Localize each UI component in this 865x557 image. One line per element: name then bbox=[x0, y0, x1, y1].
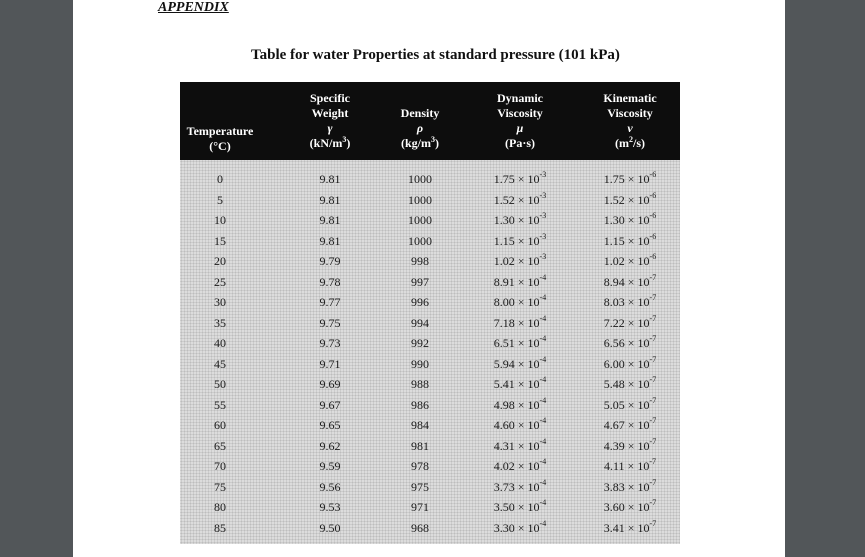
cell-dynamic-viscosity bbox=[470, 190, 570, 211]
cell-temperature: 20 bbox=[214, 254, 226, 268]
cell-kinematic-viscosity-base: 10 bbox=[637, 438, 650, 453]
cell-kinematic-viscosity-exponent: -7 bbox=[649, 334, 657, 343]
cell-kinematic-viscosity-times: × bbox=[627, 192, 635, 207]
table-row bbox=[180, 251, 680, 272]
cell-specific-weight: 9.81 bbox=[319, 233, 341, 248]
cell-kinematic-viscosity-times: × bbox=[627, 274, 635, 289]
cell-kinematic-viscosity bbox=[575, 190, 685, 211]
cell-density: 978 bbox=[411, 459, 429, 473]
cell-kinematic-viscosity-exponent: -7 bbox=[649, 416, 657, 425]
cell-dynamic-viscosity-exponent: -4 bbox=[539, 477, 547, 487]
cell-kinematic-viscosity-base: 10 bbox=[637, 500, 650, 514]
cell-kinematic-viscosity-base: 10 bbox=[637, 233, 650, 248]
header-dynamic-viscosity-symbol: μ bbox=[516, 121, 524, 135]
table-row bbox=[180, 190, 680, 211]
cell-kinematic-viscosity-mantissa: 1.15 bbox=[603, 233, 625, 248]
cell-density: 990 bbox=[411, 356, 429, 371]
cell-temperature: 30 bbox=[214, 295, 226, 309]
header-density-label: Density bbox=[400, 106, 440, 120]
cell-dynamic-viscosity-mantissa: 4.60 bbox=[493, 418, 515, 432]
cell-dynamic-viscosity bbox=[470, 292, 570, 313]
cell-dynamic-viscosity-exponent: -4 bbox=[539, 375, 547, 384]
cell-dynamic-viscosity bbox=[470, 374, 570, 395]
cell-dynamic-viscosity-times: × bbox=[517, 274, 525, 289]
cell-density: 1000 bbox=[408, 172, 432, 186]
header-kinematic-viscosity-unit: $(m^2/s)$ bbox=[615, 135, 645, 150]
cell-temperature: 25 bbox=[214, 274, 226, 289]
cell-kinematic-viscosity-exponent: -7 bbox=[649, 395, 657, 405]
cell-kinematic-viscosity-mantissa: 1.75 bbox=[603, 172, 625, 186]
table-row bbox=[180, 415, 680, 436]
cell-dynamic-viscosity-mantissa: 4.02 bbox=[493, 459, 515, 473]
cell-kinematic-viscosity-times: × bbox=[627, 397, 635, 412]
cell-dynamic-viscosity bbox=[470, 231, 570, 252]
cell-kinematic-viscosity-base: 10 bbox=[637, 192, 650, 207]
cell-dynamic-viscosity-mantissa: 6.51 bbox=[493, 336, 515, 350]
cell-specific-weight: 9.59 bbox=[319, 459, 341, 473]
table-row bbox=[180, 210, 680, 231]
header-dynamic-viscosity-line1: Dynamic bbox=[497, 91, 543, 105]
cell-kinematic-viscosity-base: 10 bbox=[637, 459, 650, 473]
header-specific-weight-line2: Weight bbox=[311, 106, 349, 120]
cell-kinematic-viscosity bbox=[575, 210, 685, 231]
cell-density: 971 bbox=[411, 500, 429, 514]
cell-dynamic-viscosity-exponent: -3 bbox=[539, 231, 547, 241]
cell-dynamic-viscosity-times: × bbox=[517, 520, 525, 535]
cell-specific-weight: 9.71 bbox=[319, 356, 341, 371]
cell-dynamic-viscosity bbox=[470, 354, 570, 375]
cell-dynamic-viscosity-mantissa: 1.15 bbox=[493, 233, 515, 248]
cell-density: 1000 bbox=[408, 213, 432, 227]
cell-kinematic-viscosity-base: 10 bbox=[637, 315, 650, 330]
cell-specific-weight: 9.81 bbox=[319, 172, 341, 186]
cell-dynamic-viscosity bbox=[470, 272, 570, 293]
cell-dynamic-viscosity-mantissa: 3.50 bbox=[493, 500, 515, 514]
header-kinematic-viscosity-line2: Viscosity bbox=[607, 106, 653, 120]
cell-density: 994 bbox=[411, 315, 429, 330]
cell-density: 981 bbox=[411, 438, 429, 453]
cell-dynamic-viscosity-times: × bbox=[517, 356, 525, 371]
header-kinematic-viscosity-line1: Kinematic bbox=[603, 91, 657, 105]
cell-kinematic-viscosity bbox=[575, 169, 685, 190]
cell-density: 996 bbox=[411, 295, 429, 309]
cell-specific-weight: 9.81 bbox=[319, 192, 341, 207]
cell-temperature: 80 bbox=[214, 500, 226, 514]
cell-density: 998 bbox=[411, 254, 429, 268]
cell-dynamic-viscosity-times: × bbox=[517, 377, 525, 391]
cell-kinematic-viscosity-times: × bbox=[627, 520, 635, 535]
header-dynamic-viscosity-line2: Viscosity bbox=[497, 106, 543, 120]
cell-specific-weight: 9.67 bbox=[319, 397, 341, 412]
cell-kinematic-viscosity-mantissa: 5.05 bbox=[603, 397, 625, 412]
header-density-unit: $(kg/m^3)$ bbox=[401, 135, 439, 150]
cell-dynamic-viscosity-base: 10 bbox=[527, 254, 540, 268]
header-density bbox=[380, 106, 460, 151]
cell-dynamic-viscosity-base: 10 bbox=[527, 213, 540, 227]
cell-specific-weight: 9.69 bbox=[319, 377, 341, 391]
table-row bbox=[180, 456, 680, 477]
header-temperature bbox=[180, 124, 260, 154]
cell-kinematic-viscosity-exponent: -7 bbox=[649, 272, 657, 282]
cell-dynamic-viscosity bbox=[470, 497, 570, 518]
cell-dynamic-viscosity-base: 10 bbox=[527, 356, 540, 371]
cell-dynamic-viscosity-mantissa: 1.02 bbox=[493, 254, 515, 268]
cell-dynamic-viscosity-exponent: -4 bbox=[539, 313, 547, 323]
cell-temperature: 75 bbox=[214, 479, 226, 494]
cell-dynamic-viscosity-times: × bbox=[517, 295, 525, 309]
cell-dynamic-viscosity-mantissa: 1.52 bbox=[493, 192, 515, 207]
cell-kinematic-viscosity bbox=[575, 456, 685, 477]
cell-kinematic-viscosity-exponent: -7 bbox=[649, 518, 657, 528]
table-title: Table for water Properties at standard pressure (101 kPa) bbox=[251, 47, 620, 63]
table-row bbox=[180, 518, 680, 539]
cell-specific-weight: 9.56 bbox=[319, 479, 341, 494]
table-row bbox=[180, 292, 680, 313]
header-dynamic-viscosity bbox=[470, 91, 570, 151]
cell-dynamic-viscosity bbox=[470, 456, 570, 477]
cell-kinematic-viscosity bbox=[575, 292, 685, 313]
cell-dynamic-viscosity-times: × bbox=[517, 254, 525, 268]
cell-dynamic-viscosity-mantissa: 1.30 bbox=[493, 213, 515, 227]
cell-kinematic-viscosity-exponent: -6 bbox=[649, 252, 657, 261]
table-row bbox=[180, 477, 680, 498]
cell-kinematic-viscosity-base: 10 bbox=[637, 254, 650, 268]
cell-kinematic-viscosity-exponent: -7 bbox=[649, 498, 657, 507]
cell-temperature: 40 bbox=[214, 336, 226, 350]
cell-kinematic-viscosity-exponent: -7 bbox=[649, 293, 657, 302]
cell-dynamic-viscosity bbox=[470, 395, 570, 416]
cell-dynamic-viscosity-times: × bbox=[517, 500, 525, 514]
cell-kinematic-viscosity-base: 10 bbox=[637, 418, 650, 432]
cell-dynamic-viscosity-times: × bbox=[517, 459, 525, 473]
cell-temperature: 0 bbox=[217, 172, 223, 186]
cell-kinematic-viscosity-times: × bbox=[627, 356, 635, 371]
cell-kinematic-viscosity-mantissa: 1.52 bbox=[603, 192, 625, 207]
cell-dynamic-viscosity-times: × bbox=[517, 172, 525, 186]
table-header bbox=[180, 82, 680, 160]
cell-dynamic-viscosity-exponent: -3 bbox=[539, 170, 547, 179]
cell-dynamic-viscosity-mantissa: 1.75 bbox=[493, 172, 515, 186]
table-row bbox=[180, 169, 680, 190]
cell-specific-weight: 9.53 bbox=[319, 500, 341, 514]
table-row bbox=[180, 231, 680, 252]
cell-dynamic-viscosity bbox=[470, 333, 570, 354]
water-properties-table bbox=[180, 82, 680, 544]
table-row bbox=[180, 272, 680, 293]
cell-dynamic-viscosity-mantissa: 8.00 bbox=[493, 295, 515, 309]
cell-kinematic-viscosity-exponent: -7 bbox=[649, 313, 657, 323]
cell-kinematic-viscosity-base: 10 bbox=[637, 520, 650, 535]
cell-dynamic-viscosity-base: 10 bbox=[527, 274, 540, 289]
table-row bbox=[180, 436, 680, 457]
table-row bbox=[180, 395, 680, 416]
cell-density: 992 bbox=[411, 336, 429, 350]
cell-dynamic-viscosity-base: 10 bbox=[527, 192, 540, 207]
table-row bbox=[180, 313, 680, 334]
cell-temperature: 60 bbox=[214, 418, 226, 432]
cell-kinematic-viscosity-mantissa: 1.30 bbox=[603, 213, 625, 227]
table-row bbox=[180, 354, 680, 375]
cell-kinematic-viscosity-times: × bbox=[627, 418, 635, 432]
cell-kinematic-viscosity-base: 10 bbox=[637, 377, 650, 391]
cell-dynamic-viscosity-times: × bbox=[517, 418, 525, 432]
cell-kinematic-viscosity-base: 10 bbox=[637, 295, 650, 309]
cell-temperature: 5 bbox=[217, 192, 223, 207]
cell-kinematic-viscosity-exponent: -6 bbox=[649, 190, 657, 200]
table-row bbox=[180, 333, 680, 354]
cell-kinematic-viscosity-base: 10 bbox=[637, 172, 650, 186]
header-dynamic-viscosity-unit: (Pa·s) bbox=[505, 136, 535, 150]
cell-specific-weight: 9.73 bbox=[319, 336, 341, 350]
cell-kinematic-viscosity-mantissa: 3.60 bbox=[603, 500, 625, 514]
cell-dynamic-viscosity-exponent: -4 bbox=[539, 416, 547, 425]
cell-kinematic-viscosity-times: × bbox=[627, 336, 635, 350]
header-density-symbol: ρ bbox=[416, 121, 424, 135]
cell-dynamic-viscosity-base: 10 bbox=[527, 233, 540, 248]
cell-kinematic-viscosity-times: × bbox=[627, 438, 635, 453]
cell-kinematic-viscosity bbox=[575, 395, 685, 416]
cell-dynamic-viscosity-mantissa: 3.73 bbox=[493, 479, 515, 494]
cell-kinematic-viscosity-times: × bbox=[627, 377, 635, 391]
cell-dynamic-viscosity bbox=[470, 518, 570, 539]
cell-dynamic-viscosity-mantissa: 4.31 bbox=[493, 438, 515, 453]
cell-kinematic-viscosity bbox=[575, 415, 685, 436]
cell-kinematic-viscosity-times: × bbox=[627, 254, 635, 268]
cell-kinematic-viscosity-times: × bbox=[627, 479, 635, 494]
cell-dynamic-viscosity-base: 10 bbox=[527, 418, 540, 432]
cell-dynamic-viscosity-times: × bbox=[517, 438, 525, 453]
cell-specific-weight: 9.62 bbox=[319, 438, 341, 453]
cell-dynamic-viscosity bbox=[470, 415, 570, 436]
cell-dynamic-viscosity bbox=[470, 313, 570, 334]
cell-dynamic-viscosity-exponent: -4 bbox=[539, 498, 547, 507]
cell-temperature: 15 bbox=[214, 233, 226, 248]
cell-dynamic-viscosity-base: 10 bbox=[527, 336, 540, 350]
header-kinematic-viscosity-symbol: ν bbox=[627, 121, 633, 135]
cell-kinematic-viscosity-mantissa: 1.02 bbox=[603, 254, 625, 268]
cell-dynamic-viscosity-base: 10 bbox=[527, 377, 540, 391]
cell-kinematic-viscosity-times: × bbox=[627, 213, 635, 227]
cell-density: 986 bbox=[411, 397, 429, 412]
cell-kinematic-viscosity-times: × bbox=[627, 459, 635, 473]
cell-kinematic-viscosity-exponent: -6 bbox=[649, 231, 657, 241]
cell-kinematic-viscosity-mantissa: 3.83 bbox=[603, 479, 625, 494]
cell-density: 997 bbox=[411, 274, 429, 289]
cell-dynamic-viscosity-times: × bbox=[517, 336, 525, 350]
cell-specific-weight: 9.77 bbox=[319, 295, 341, 309]
cell-kinematic-viscosity-mantissa: 4.67 bbox=[603, 418, 625, 432]
header-specific-weight bbox=[275, 91, 385, 151]
cell-kinematic-viscosity-exponent: -7 bbox=[649, 375, 657, 384]
header-temperature-label: Temperature bbox=[186, 124, 254, 138]
cell-kinematic-viscosity-exponent: -7 bbox=[649, 436, 657, 446]
cell-kinematic-viscosity-times: × bbox=[627, 172, 635, 186]
cell-kinematic-viscosity-mantissa: 6.56 bbox=[603, 336, 625, 350]
cell-dynamic-viscosity-exponent: -4 bbox=[539, 293, 547, 302]
cell-dynamic-viscosity-exponent: -4 bbox=[539, 395, 547, 405]
cell-temperature: 45 bbox=[214, 356, 226, 371]
cell-dynamic-viscosity-exponent: -3 bbox=[539, 252, 547, 261]
cell-dynamic-viscosity-exponent: -4 bbox=[539, 354, 547, 364]
header-temperature-unit: (°C) bbox=[209, 139, 231, 153]
cell-kinematic-viscosity bbox=[575, 333, 685, 354]
cell-dynamic-viscosity-mantissa: 5.94 bbox=[493, 356, 515, 371]
cell-density: 968 bbox=[411, 520, 429, 535]
cell-kinematic-viscosity bbox=[575, 313, 685, 334]
cell-dynamic-viscosity-base: 10 bbox=[527, 172, 540, 186]
cell-density: 988 bbox=[411, 377, 429, 391]
cell-kinematic-viscosity-base: 10 bbox=[637, 274, 650, 289]
cell-dynamic-viscosity bbox=[470, 210, 570, 231]
cell-dynamic-viscosity-base: 10 bbox=[527, 500, 540, 514]
cell-specific-weight: 9.65 bbox=[319, 418, 341, 432]
appendix-heading: APPENDIX bbox=[158, 0, 229, 15]
cell-kinematic-viscosity bbox=[575, 231, 685, 252]
cell-specific-weight: 9.79 bbox=[319, 254, 341, 268]
cell-dynamic-viscosity-exponent: -4 bbox=[539, 518, 547, 528]
cell-temperature: 50 bbox=[214, 377, 226, 391]
cell-dynamic-viscosity-times: × bbox=[517, 397, 525, 412]
cell-kinematic-viscosity-mantissa: 6.00 bbox=[603, 356, 625, 371]
header-kinematic-viscosity bbox=[575, 91, 685, 151]
cell-kinematic-viscosity-exponent: -7 bbox=[649, 457, 656, 466]
cell-kinematic-viscosity bbox=[575, 436, 685, 457]
cell-kinematic-viscosity-base: 10 bbox=[637, 213, 650, 227]
cell-kinematic-viscosity-mantissa: 7.22 bbox=[603, 315, 625, 330]
cell-dynamic-viscosity bbox=[470, 436, 570, 457]
cell-temperature: 55 bbox=[214, 397, 226, 412]
cell-dynamic-viscosity-mantissa: 8.91 bbox=[493, 274, 515, 289]
cell-dynamic-viscosity-exponent: -4 bbox=[539, 457, 547, 466]
cell-dynamic-viscosity bbox=[470, 251, 570, 272]
cell-specific-weight: 9.75 bbox=[319, 315, 341, 330]
cell-temperature: 65 bbox=[214, 438, 226, 453]
cell-dynamic-viscosity-exponent: -4 bbox=[539, 334, 547, 343]
cell-temperature: 10 bbox=[214, 213, 226, 227]
cell-dynamic-viscosity-exponent: -4 bbox=[539, 436, 547, 446]
cell-dynamic-viscosity-base: 10 bbox=[527, 295, 540, 309]
header-specific-weight-symbol: γ bbox=[327, 121, 333, 135]
cell-dynamic-viscosity-mantissa: 5.41 bbox=[493, 377, 515, 391]
cell-dynamic-viscosity bbox=[470, 169, 570, 190]
cell-kinematic-viscosity-exponent: -6 bbox=[649, 211, 657, 220]
cell-dynamic-viscosity bbox=[470, 477, 570, 498]
cell-dynamic-viscosity-times: × bbox=[517, 233, 525, 248]
cell-dynamic-viscosity-base: 10 bbox=[527, 459, 540, 473]
cell-temperature: 35 bbox=[214, 315, 226, 330]
cell-dynamic-viscosity-base: 10 bbox=[527, 397, 540, 412]
cell-dynamic-viscosity-base: 10 bbox=[527, 438, 540, 453]
table-row bbox=[180, 374, 680, 395]
cell-dynamic-viscosity-mantissa: 3.30 bbox=[493, 520, 515, 535]
cell-dynamic-viscosity-times: × bbox=[517, 315, 525, 330]
cell-temperature: 85 bbox=[214, 520, 226, 535]
cell-kinematic-viscosity bbox=[575, 497, 685, 518]
cell-dynamic-viscosity-mantissa: 4.98 bbox=[493, 397, 515, 412]
cell-kinematic-viscosity bbox=[575, 518, 685, 539]
cell-density: 1000 bbox=[408, 192, 432, 207]
cell-kinematic-viscosity-base: 10 bbox=[637, 336, 650, 350]
cell-kinematic-viscosity-mantissa: 4.39 bbox=[603, 438, 625, 453]
cell-kinematic-viscosity-times: × bbox=[627, 500, 635, 514]
cell-kinematic-viscosity-base: 10 bbox=[637, 356, 650, 371]
cell-dynamic-viscosity-base: 10 bbox=[527, 520, 540, 535]
cell-specific-weight: 9.78 bbox=[319, 274, 341, 289]
cell-specific-weight: 9.81 bbox=[319, 213, 341, 227]
table-row bbox=[180, 497, 680, 518]
cell-density: 1000 bbox=[408, 233, 432, 248]
cell-dynamic-viscosity-times: × bbox=[517, 479, 525, 494]
cell-kinematic-viscosity-base: 10 bbox=[637, 397, 650, 412]
cell-density: 984 bbox=[411, 418, 429, 432]
cell-kinematic-viscosity-exponent: -7 bbox=[649, 477, 657, 487]
cell-kinematic-viscosity-exponent: -7 bbox=[649, 354, 657, 364]
cell-kinematic-viscosity-times: × bbox=[627, 233, 635, 248]
cell-temperature: 70 bbox=[214, 459, 226, 473]
cell-kinematic-viscosity-base: 10 bbox=[637, 479, 650, 494]
cell-kinematic-viscosity bbox=[575, 354, 685, 375]
cell-dynamic-viscosity-times: × bbox=[517, 192, 525, 207]
cell-kinematic-viscosity-mantissa: 4.11 bbox=[603, 459, 625, 473]
cell-dynamic-viscosity-base: 10 bbox=[527, 315, 540, 330]
cell-dynamic-viscosity-exponent: -3 bbox=[539, 211, 547, 220]
header-specific-weight-line1: Specific bbox=[310, 91, 350, 105]
cell-kinematic-viscosity-mantissa: 8.94 bbox=[603, 274, 625, 289]
cell-dynamic-viscosity-times: × bbox=[517, 213, 525, 227]
header-specific-weight-unit: $(kN/m^3)$ bbox=[309, 135, 351, 150]
cell-density: 975 bbox=[411, 479, 429, 494]
cell-kinematic-viscosity bbox=[575, 477, 685, 498]
cell-dynamic-viscosity-mantissa: 7.18 bbox=[493, 315, 515, 330]
cell-kinematic-viscosity bbox=[575, 272, 685, 293]
cell-kinematic-viscosity bbox=[575, 251, 685, 272]
cell-kinematic-viscosity-times: × bbox=[627, 315, 635, 330]
document-page bbox=[73, 0, 785, 557]
cell-dynamic-viscosity-exponent: -3 bbox=[539, 190, 547, 200]
cell-dynamic-viscosity-base: 10 bbox=[527, 479, 540, 494]
cell-kinematic-viscosity-exponent: -6 bbox=[649, 170, 657, 179]
cell-dynamic-viscosity-exponent: -4 bbox=[539, 272, 547, 282]
cell-kinematic-viscosity-mantissa: 5.48 bbox=[603, 377, 625, 391]
cell-specific-weight: 9.50 bbox=[319, 520, 341, 535]
cell-kinematic-viscosity bbox=[575, 374, 685, 395]
cell-kinematic-viscosity-times: × bbox=[627, 295, 635, 309]
cell-kinematic-viscosity-mantissa: 8.03 bbox=[603, 295, 625, 309]
cell-kinematic-viscosity-mantissa: 3.41 bbox=[603, 520, 625, 535]
